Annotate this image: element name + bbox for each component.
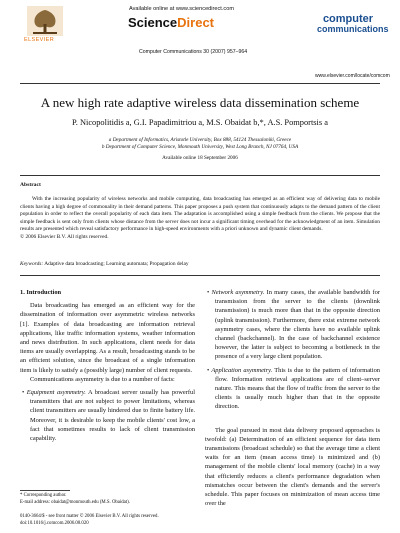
bullet-text: This is due to the pattern of information flow. Information retrieval applications are of client–server nature. This means that the flow of traffic from the server to the clients is usually much higher than that in the opposite direction. [215,366,380,411]
sd-science: Science [128,15,178,30]
issn-line: 0140-3664/$ - see front matter © 2006 Elsevier B.V. All rights reserved. [20,514,159,519]
available-online-text: Available online at www.sciencedirect.com [129,6,234,12]
header-rule [20,83,380,84]
authors: P. Nicopolitidis a, G.I. Papadimitriou a, M.S. Obaidat b,*, A.S. Pomportsis a [72,118,328,127]
abstract-bottom-rule [20,275,380,276]
abstract-heading: Abstract [20,182,41,188]
section-heading-introduction: 1. Introduction [20,289,62,296]
right-column [205,288,380,508]
affiliations [20,137,380,151]
affiliation-b: b Department of Computer Science, Monmouth University, West Long Branch, NJ 07764, USA [101,144,299,150]
bullet-text: In many cases, the available bandwidth for transmission from the server to the clients (downlink transmission) is much more than that in the opposite direction (uplink transmission). Furthermore, there exist extreme network asymmetry cases, where the clients have no available uplink channel (backchannel). In the case of backchannel existence however, the latter is subject to becoming a bottleneck in the presence of a very large client population. [215,289,381,361]
bullet-label: Equipment asymmetry. [26,389,86,397]
bullet-text: A broadcast server usually has powerful transmitters that are not subject to power limitations, whereas client transmitters are usually hindered due to finite battery life. Moreover, it is desirable to keep the mobile clients' cost low, a fact that sometimes results to lack of client transmission capability. [30,389,195,443]
abstract-text: With the increasing popularity of wireless networks and mobile computing, data broadcasting has emerged as an efficient way of delivering data to mobile clients having a high degree of commonality in their demand patterns. This paper proposes a push system that continuously adapts to the demand pattern of the client population in order to reflect the overall popularity of each data item. The adaptation is accomplished using a simple feedback from the clients. We propose that the simple feedback is sent only from clients whose distance from the server does not incur a significant timing overhead for the acknowledgment of an item. Simulation results are presented which reveal satisfactory performance in high-speed environments with a priori unknown and dynamic client demands. [20,196,380,233]
abstract-top-rule [20,175,380,176]
journal-reference: Computer Communications 30 (2007) 957–964 [139,49,248,55]
elsevier-tree-logo [27,6,63,36]
corresponding-author: * Corresponding author. [20,493,67,498]
bullet-application-asymmetry: • Application asymmetry. This is due to the pattern of information flow. Information retrieval applications are of client–server nature. This means that the flow of traffic from the server to the clients is usually much higher than that in the opposite direction. [207,366,380,411]
keywords-list: Adaptive data broadcasting; Learning automata; Propagation delay [44,261,189,267]
abstract-copyright: © 2006 Elsevier B.V. All rights reserved. [20,233,109,240]
keywords-label: Keywords: [20,261,44,267]
bullet-network-asymmetry: • Network asymmetry. In many cases, the available bandwidth for transmission from the server to the clients (downlink transmission) is much more than that in the opposite direction (uplink transmission). Furthermore, there exist extreme network asymmetry cases, where the clients have no available uplink channel (backchannel). In the case of backchannel existence however, the latter is subject to becoming a bottleneck in the presence of a very large client population. [207,289,381,361]
bullet-label: Network asymmetry. [211,289,265,296]
intro-paragraph-2: Communications asymmetry is due to a number of facts: [30,375,175,383]
issn-doi [20,514,159,527]
journal-title-line1: computer [322,13,374,25]
affiliation-a: a Department of Informatics, Aristotle University, Box 888, 54124 Thessaloniki, Greece [108,137,292,143]
available-online-date: Available online 18 September 2006 [162,155,238,161]
journal-url: www.elsevier.com/locate/comcom [315,73,390,79]
sciencedirect-logo [128,15,214,30]
author-email: E-mail address: obaidat@monmouth.edu (M.S. Obaidat). [20,499,130,505]
journal-title-line2: communications [317,24,389,34]
keywords [20,261,189,267]
article-title: A new high rate adaptive wireless data dissemination scheme [40,95,360,110]
footnote-rule [20,490,70,491]
sd-direct: Direct [177,15,215,30]
abstract-body [20,196,380,242]
publisher-name: ELSEVIER [24,37,55,43]
intro-paragraph-1: Data broadcasting has emerged as an efficient way for the dissemination of information over asymmetric wireless networks [1]. Examples of data broadcasting are information retrieval applications, like traffic information systems, weather information and news distribution. In such applications, client needs for data items are usually overlapping. As a result, broadcasting stands to be an efficient solution, since the broadcast of a single information item is likely to satisfy a (possibly large) number of client requests. [20,302,195,374]
bullet-equipment-asymmetry: • Equipment asymmetry. A broadcast server usually has powerful transmitters that are not subject to power limitations, whereas client transmitters are usually hindered due to finite battery life. Moreover, it is desirable to keep the mobile clients' cost low, a fact that sometimes results to lack of client transmission capability. [22,389,195,443]
left-column [20,288,195,447]
intro-paragraph-3: The goal pursued in most data delivery proposed approaches is twofold: (a) Determination of an efficient sequence for data item transmissions (broadcast schedule) so that the average time a client waits for an item (mean access time) is minimized and (b) management of the mobile clients' local memory (cache) in a way that efficiently reduces a client's performance degradation when mismatches occur between the client's demands and the server's schedule. This paper focuses on minimization of mean access time over the [205,426,380,508]
footnote [20,493,195,506]
journal-title-logo [317,13,389,34]
bullet-label: Application asymmetry. [211,366,273,374]
doi-line: doi:10.1016/j.comcom.2006.08.020 [20,520,89,526]
